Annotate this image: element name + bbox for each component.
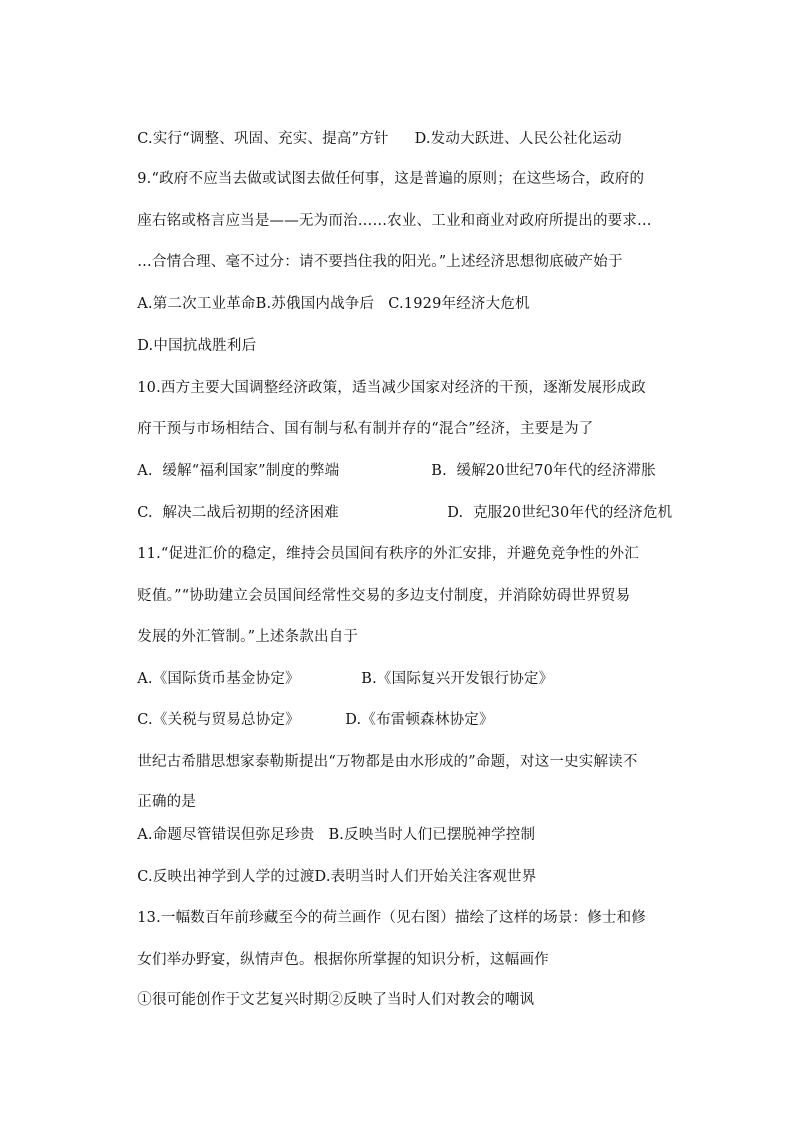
option-c: C. 解决二战后初期的经济困难 xyxy=(137,505,339,521)
question-13-text: 女们举办野宴，纵情声色。根据你所掌握的知识分析，这幅画作 xyxy=(137,952,549,968)
option-c: C.《关税与贸易总协定》 xyxy=(137,712,300,728)
question-11-text: 11.“促进汇价的稳定，维持会员国间有秩序的外汇安排，并避免竞争性的外汇 xyxy=(137,546,639,562)
question-10-text: 府干预与市场相结合、国有制与私有制并存的“混合”经济，主要是为了 xyxy=(137,421,594,437)
option-b: B.《国际复兴开发银行协定》 xyxy=(361,671,554,687)
option-d: D.《布雷顿森林协定》 xyxy=(345,712,494,728)
question-11-text: 贬值。”“协助建立会员国间经常性交易的多边支付制度，并消除妨碍世界贸易 xyxy=(137,588,631,604)
option-a: A. 缓解“福利国家”制度的弊端 xyxy=(137,463,340,479)
question-9-option-d: D.中国抗战胜利后 xyxy=(137,338,257,354)
question-9-text: …合情合理、毫不过分：请不要挡住我的阳光。”上述经济思想彻底破产始于 xyxy=(137,254,623,270)
option-c: C.实行“调整、巩固、充实、提高”方针 xyxy=(137,131,389,147)
question-13-text: 13.一幅数百年前珍藏至今的荷兰画作（见右图）描绘了这样的场景：修士和修 xyxy=(137,910,647,926)
question-12-options: C.反映出神学到人学的过渡D.表明当时人们开始关注客观世界 xyxy=(137,869,537,885)
option-a: A.《国际货币基金协定》 xyxy=(137,671,300,687)
option-a: A.命题尽管错误但弥足珍贵 xyxy=(137,827,315,843)
option-b: B. 缓解20世纪70年代的经济滞胀 xyxy=(431,463,656,479)
question-10-text: 10.西方主要大国调整经济政策，适当减少国家对经济的干预，逐渐发展形成政 xyxy=(137,380,647,396)
option-ab: A.第二次工业革命B.苏俄国内战争后 xyxy=(137,296,375,312)
question-12-text: 正确的是 xyxy=(137,794,197,810)
option-b: B.反映当时人们已摆脱神学控制 xyxy=(328,827,536,843)
question-12-text: 世纪古希腊思想家泰勒斯提出“万物都是由水形成的”命题，对这一史实解读不 xyxy=(137,754,638,770)
option-c: C.1929年经济大危机 xyxy=(388,296,530,312)
question-9-text: 9.“政府不应当去做或试图去做任何事，这是普遍的原则；在这些场合，政府的 xyxy=(137,171,645,187)
option-d: D.发动大跃进、人民公社化运动 xyxy=(414,131,622,147)
question-11-text: 发展的外汇管制。”上述条款出自于 xyxy=(137,629,359,645)
question-13-statements: ①很可能创作于文艺复兴时期②反映了当时人们对教会的嘲讽 xyxy=(137,992,535,1008)
option-d: D. 克服20世纪30年代的经济危机 xyxy=(447,505,673,521)
question-9-text: 座右铭或格言应当是——无为而治……农业、工业和商业对政府所提出的要求… xyxy=(137,213,652,229)
